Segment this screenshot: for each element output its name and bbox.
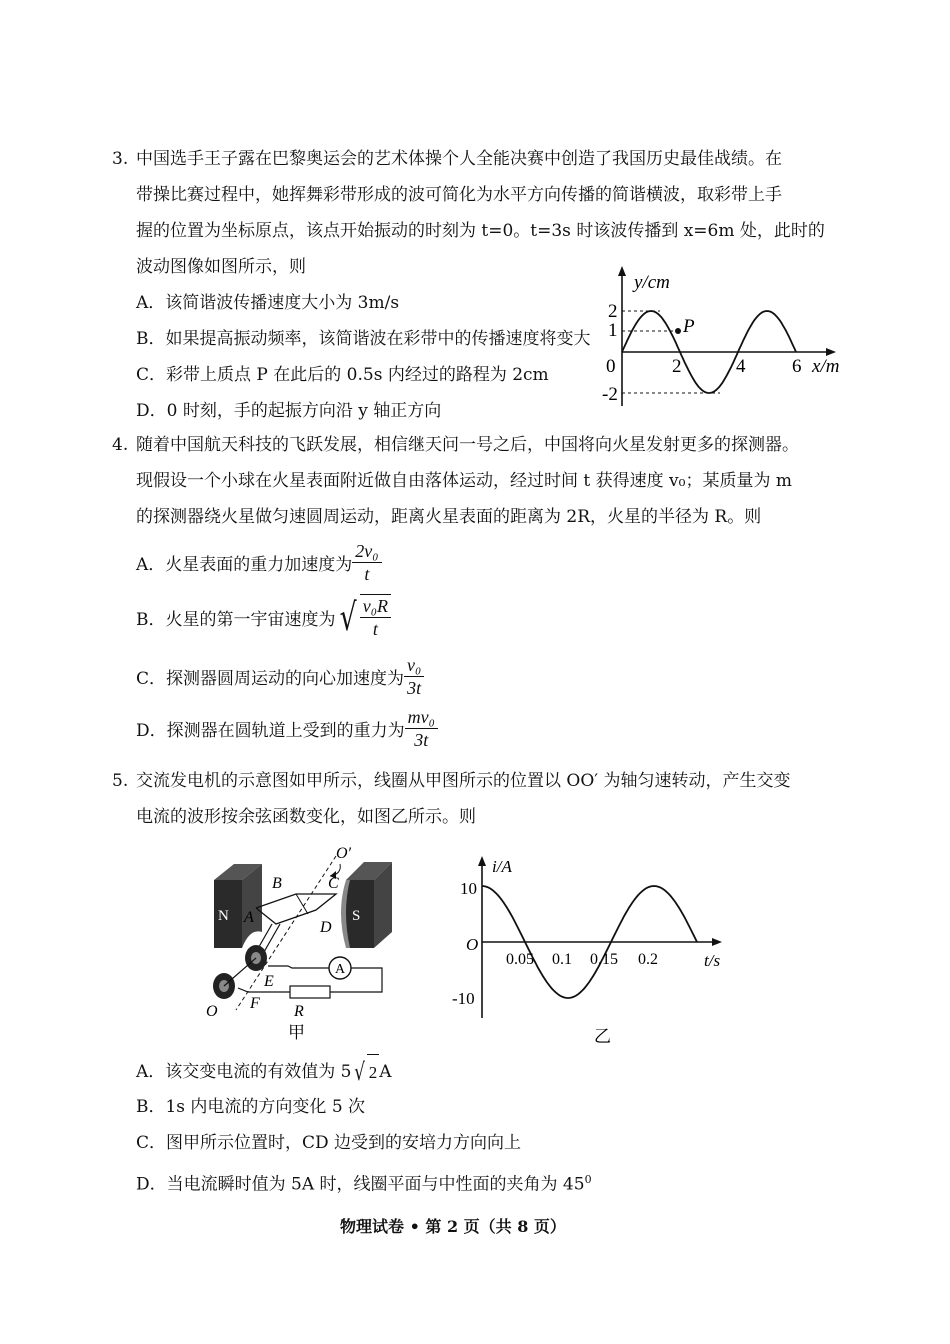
- q4-option-d-fraction: [405, 706, 438, 751]
- q4-option-a-text: A．火星表面的重力加速度为: [136, 555, 353, 575]
- q5-option-a-sqrt: √ 2: [352, 1054, 380, 1090]
- q4-option-a-denominator: t: [364, 564, 370, 584]
- q4-option-b-numerator: v₀R: [360, 595, 391, 618]
- q3-stem-line2: 带操比赛过程中，她挥舞彩带形成的波可简化为水平方向传播的简谐横波，取彩带上手: [136, 185, 782, 205]
- q5-jia-label-d: D: [320, 919, 332, 936]
- q5-yi-xtick-005: 0.05: [506, 951, 534, 968]
- q5-yi-ytick-10: 10: [460, 879, 477, 898]
- q4-option-a: [136, 540, 382, 585]
- q4-option-d: [136, 706, 438, 751]
- q4-option-d-numerator: mv₀: [405, 706, 438, 729]
- q4-stem-line1: 随着中国航天科技的飞跃发展，相信继天问一号之后，中国将向火星发射更多的探测器。: [136, 435, 799, 455]
- q5-jia-caption: 甲: [288, 1023, 305, 1042]
- q3-option-c: C．彩带上质点 P 在此后的 0.5s 内经过的路程为 2cm: [136, 365, 549, 385]
- q4-option-c: [136, 654, 424, 699]
- q3-graph-ytick-1: 1: [608, 320, 618, 341]
- q5-option-d-superscript: 0: [584, 1173, 592, 1186]
- q3-wave-graph: [600, 262, 860, 412]
- q5-option-d-text: D．当电流瞬时值为 5A 时，线圈平面与中性面的夹角为 45: [136, 1174, 585, 1195]
- q5-jia-label-o: O: [206, 1003, 218, 1020]
- q4-option-b-text: B．火星的第一宇宙速度为: [136, 609, 336, 630]
- q5-jia-label-f: F: [250, 995, 260, 1012]
- q3-graph-ytick-2: 2: [608, 301, 618, 322]
- q4-stem-line2: 现假设一个小球在火星表面附近做自由落体运动，经过时间 t 获得速度 v₀；某质量为 m: [136, 471, 792, 491]
- q5-generator-diagram: [196, 840, 408, 1050]
- q5-jia-label-ammeter: A: [335, 962, 346, 977]
- q3-graph-origin: 0: [606, 356, 616, 377]
- q4-stem-line3: 的探测器绕火星做匀速圆周运动，距离火星表面的距离为 2R，火星的半径为 R。则: [136, 507, 762, 527]
- q3-graph-xtick-4: 4: [736, 356, 746, 377]
- q3-graph-ytick-neg2: -2: [602, 384, 618, 405]
- q5-number: 5.: [112, 771, 129, 791]
- q5-yi-ylabel: i/A: [492, 857, 512, 876]
- q4-option-d-text: D．探测器在圆轨道上受到的重力为: [136, 721, 405, 741]
- q5-jia-label-r: R: [294, 1003, 304, 1020]
- q3-stem-line3: 握的位置为坐标原点，该点开始振动的时刻为 t=0。t=3s 时该波传播到 x=6m 处，此时的: [136, 221, 825, 241]
- q3-option-a: A．该简谐波传播速度大小为 3m/s: [136, 293, 400, 313]
- q4-option-c-text: C．探测器圆周运动的向心加速度为: [136, 669, 405, 689]
- q3-number: 3.: [112, 149, 129, 169]
- q4-option-c-fraction: [404, 654, 424, 699]
- q4-option-b: [136, 594, 391, 640]
- q3-stem-line1: 中国选手王子露在巴黎奥运会的艺术体操个人全能决赛中创造了我国历史最佳战绩。在: [136, 149, 782, 169]
- q4-option-c-numerator: v₀: [404, 654, 424, 677]
- q5-option-a-text: A．该交变电流的有效值为 5: [136, 1061, 352, 1082]
- q5-yi-caption: 乙: [594, 1027, 611, 1046]
- q5-yi-xtick-02: 0.2: [638, 951, 658, 968]
- q5-option-d: [136, 1162, 592, 1203]
- q4-option-b-denominator: t: [372, 619, 378, 639]
- q5-option-a: [136, 1054, 392, 1090]
- q5-yi-xlabel: t/s: [704, 951, 721, 970]
- q4-option-a-fraction: [352, 540, 381, 585]
- q3-option-d: D．0 时刻，手的起振方向沿 y 轴正方向: [136, 401, 442, 421]
- q3-graph-xtick-6: 6: [792, 356, 802, 377]
- page-footer: 物理试卷 • 第 2 页（共 8 页）: [340, 1217, 566, 1236]
- q5-option-b: B．1s 内电流的方向变化 5 次: [136, 1097, 366, 1117]
- q5-jia-label-e: E: [264, 973, 274, 990]
- q5-yi-ytick-neg10: -10: [452, 989, 475, 1008]
- q5-current-graph: [440, 848, 730, 1048]
- q5-jia-label-c: C: [328, 875, 339, 892]
- q3-graph-xlabel: x/m: [812, 356, 840, 377]
- q4-option-c-denominator: 3t: [407, 678, 422, 698]
- q3-option-b: B．如果提高振动频率，该简谐波在彩带中的传播速度将变大: [136, 329, 591, 349]
- q4-option-b-fraction: [360, 595, 391, 640]
- q5-jia-label-o-prime: O′: [336, 845, 352, 862]
- q4-number: 4.: [112, 435, 129, 455]
- q3-graph-point-p: P: [683, 316, 695, 337]
- q4-option-a-numerator: 2v₀: [352, 540, 381, 563]
- q5-stem-line2: 电流的波形按余弦函数变化，如图乙所示。则: [136, 807, 476, 827]
- q5-jia-label-s: S: [352, 908, 361, 924]
- q5-yi-origin: O: [466, 935, 479, 954]
- q5-yi-xtick-015: 0.15: [590, 951, 618, 968]
- q3-stem-line4: 波动图像如图所示，则: [136, 257, 306, 277]
- q5-option-a-radicand: 2: [367, 1054, 380, 1090]
- q3-graph-xtick-2: 2: [672, 356, 682, 377]
- q5-jia-label-a: A: [244, 909, 254, 926]
- q5-yi-xtick-01: 0.1: [552, 951, 572, 968]
- q5-option-c: C．图甲所示位置时，CD 边受到的安培力方向向上: [136, 1133, 522, 1153]
- q4-option-b-sqrt: √ $\frac{\text{v₀R}}{t}$: [336, 594, 391, 640]
- q5-jia-label-n: N: [218, 908, 229, 924]
- q4-option-d-denominator: 3t: [414, 730, 429, 750]
- q5-stem-line1: 交流发电机的示意图如甲所示，线圈从甲图所示的位置以 OO′ 为轴匀速转动，产生交变: [136, 771, 791, 791]
- q3-graph-ylabel: y/cm: [634, 272, 670, 293]
- q5-jia-label-b: B: [272, 875, 282, 892]
- q5-option-a-unit: A: [379, 1061, 392, 1082]
